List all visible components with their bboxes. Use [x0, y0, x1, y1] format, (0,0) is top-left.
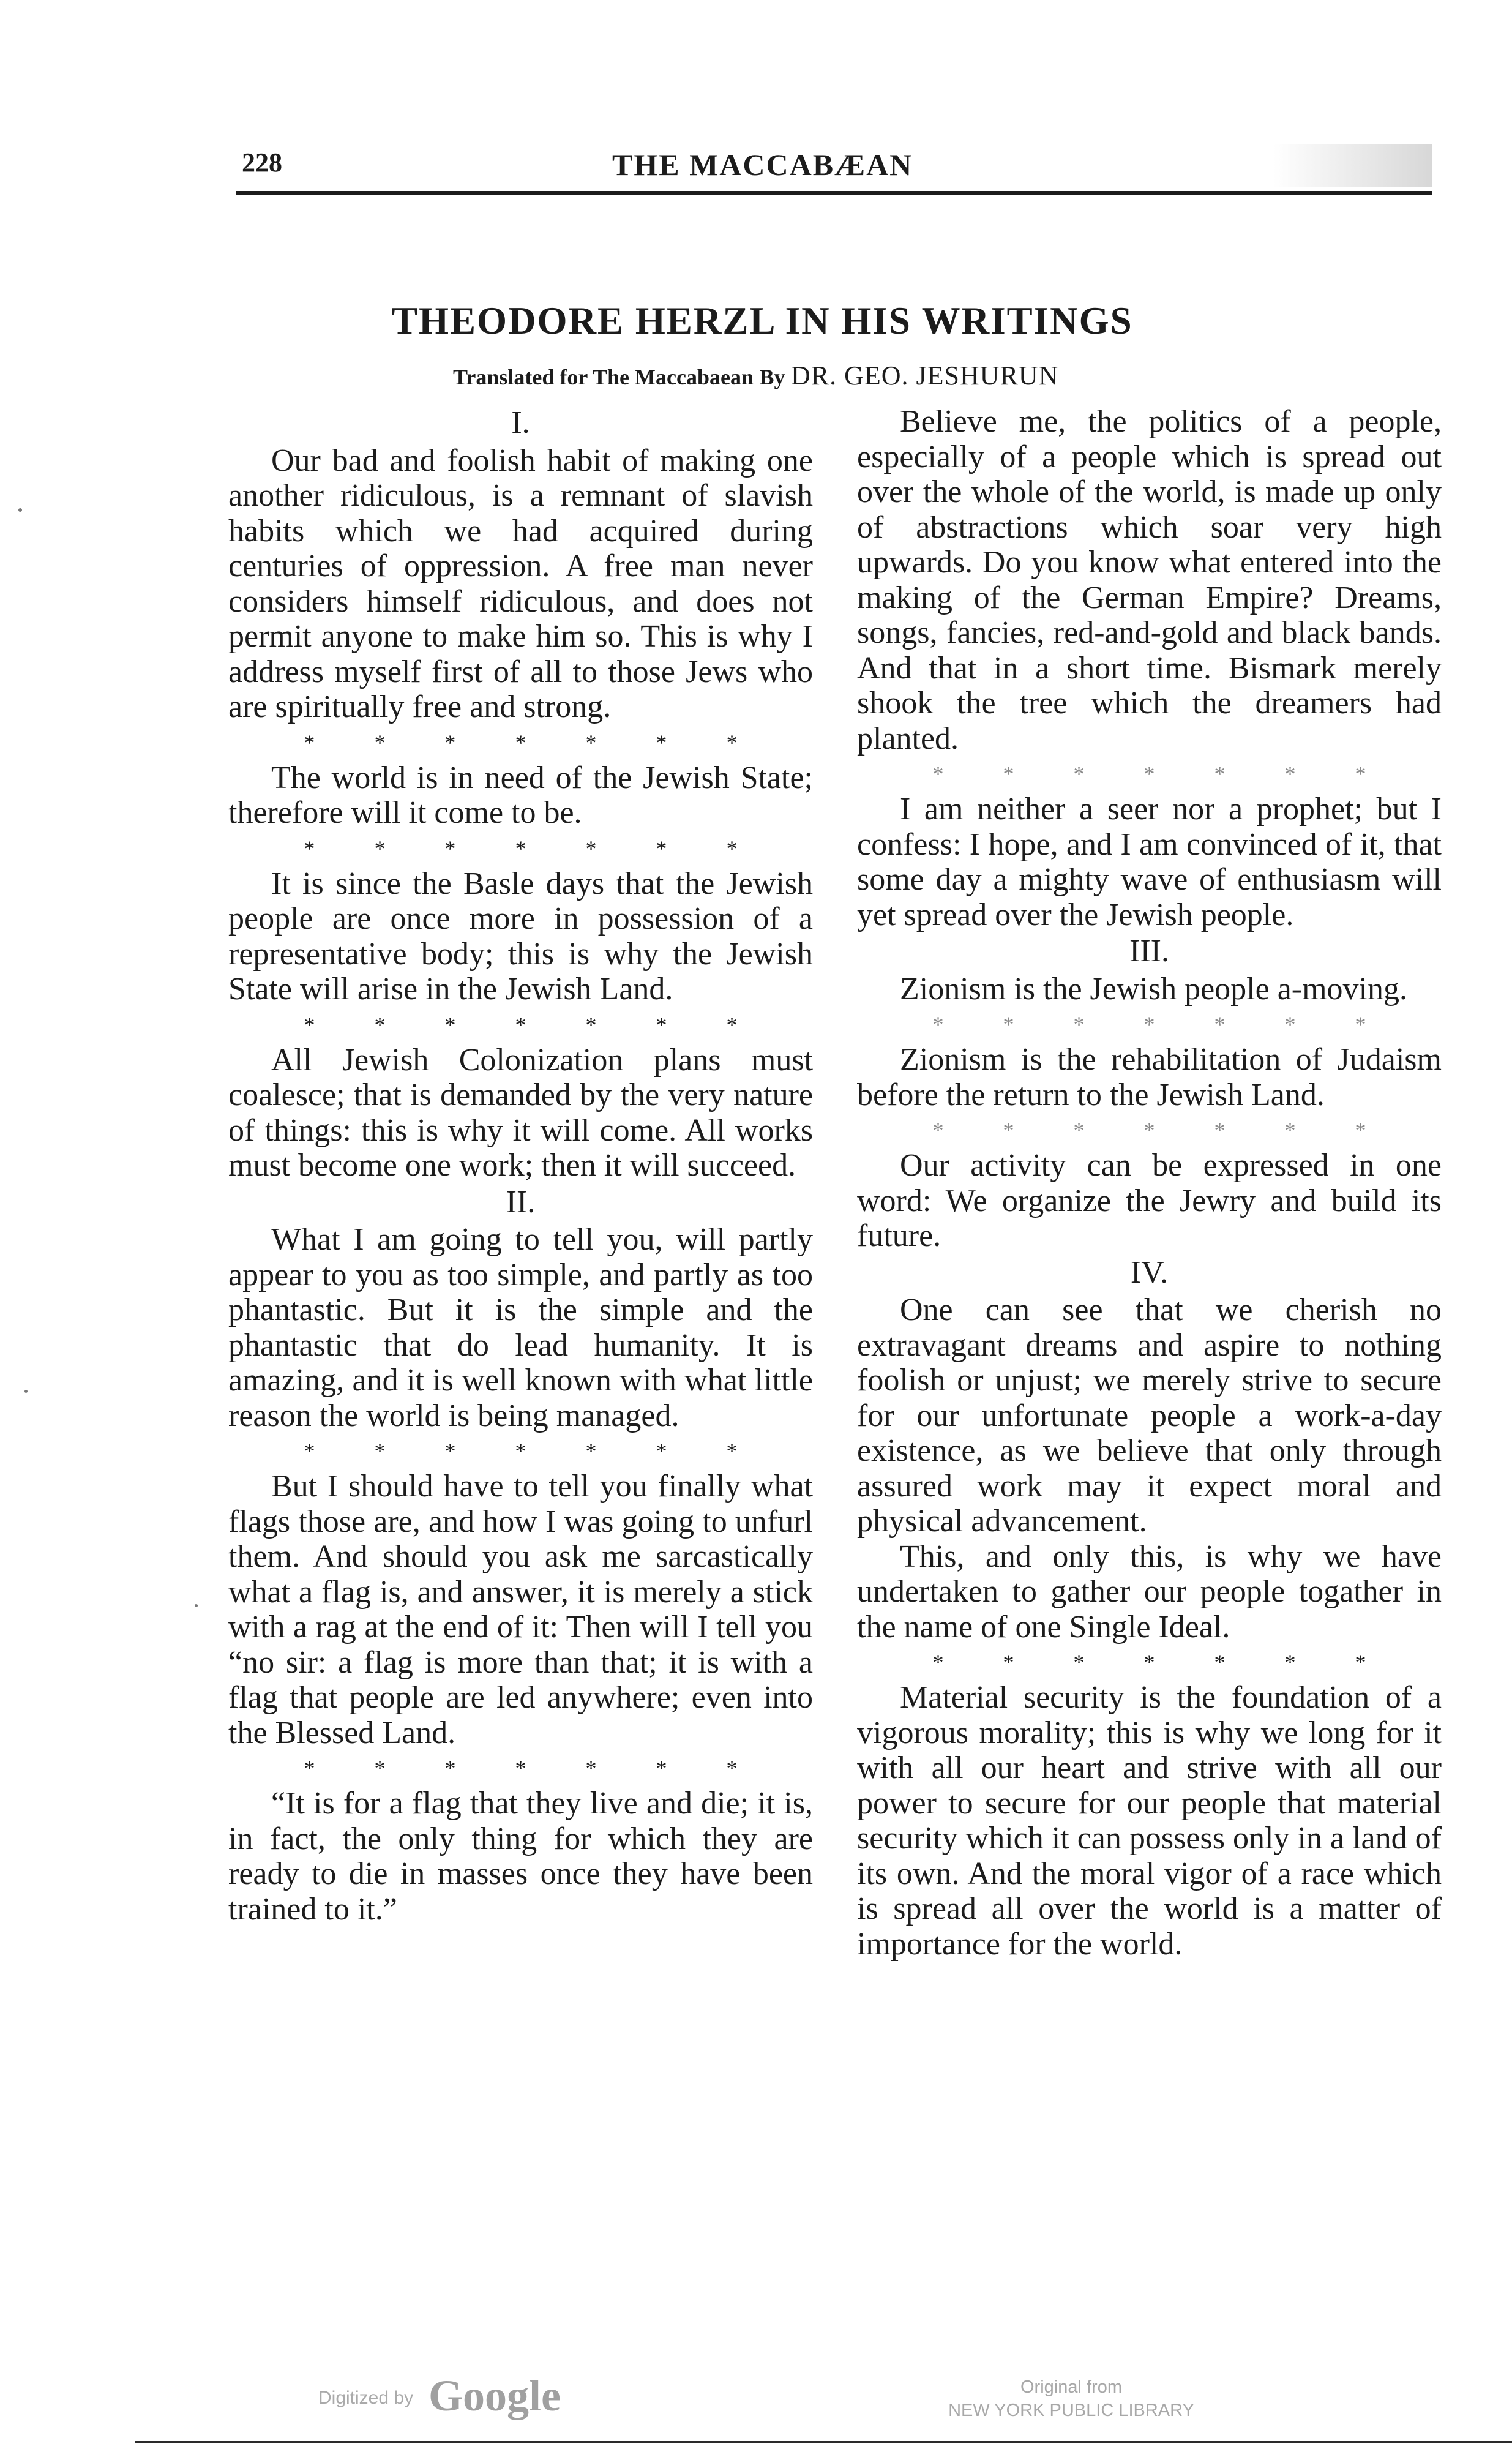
paragraph: The world is in need of the Jewish State; therefore will it come to be. — [228, 760, 813, 830]
paragraph: Zionism is the Jewish people a-moving. — [900, 971, 1408, 1007]
bottom-rule — [135, 2441, 1512, 2443]
paragraph: This, and only this, is why we have undertaken to gather our people togather in the name of one Single Ideal. — [857, 1539, 1442, 1645]
scan-shadow — [1273, 144, 1432, 187]
section-separator: * * * * * * * — [304, 730, 765, 755]
author-name: DR. GEO. JESHURUN — [791, 361, 1059, 391]
paragraph: “It is for a flag that they live and die; it is, in fact, the only thing for which they are ready to die in masses once they have been trained to it.” — [228, 1786, 813, 1927]
header-rule — [236, 191, 1432, 195]
paragraph: Our activity can be expressed in one word: We organize the Jewry and build its future. — [857, 1148, 1442, 1253]
library-name: NEW YORK PUBLIC LIBRARY — [948, 2401, 1194, 2420]
scan-speck — [24, 1390, 28, 1393]
paragraph: But I should have to tell you finally what flags those are, and how I was going to unfurl them. And should you ask me sarcastically what a flag is, and answer, it is merely a stick with a rag at the end of it: Then will I tell you “no sir: a flag is more than that; it is with a flag that people are led anywhere; even into the Blessed Land. — [228, 1469, 813, 1750]
running-head: THE MACCABÆAN — [612, 148, 913, 182]
paragraph: I am neither a seer nor a prophet; but I confess: I hope, and I am convinced of it, that some day a mighty wave of enthusiasm will yet spread over the Jewish people. — [857, 792, 1442, 932]
paragraph: All Jewish Colonization plans must coalesce; that is demanded by the very nature of things: this is why it will come. All works must become one work; then it will succeed. — [228, 1042, 813, 1183]
page-number: 228 — [242, 148, 282, 178]
paragraph: It is since the Basle days that the Jewish people are once more in possession of a representative body; this is why the Jewish State will arise in the Jewish Land. — [228, 866, 813, 1007]
right-column — [857, 404, 1442, 1962]
google-logo: Google — [429, 2371, 561, 2420]
paragraph: One can see that we cherish no extravagant dreams and aspire to nothing foolish or unjust; we merely strive to secure for our unfortunate people a work-a-day existence, as we believe that only through assured work may it expect moral and physical advancement. — [857, 1292, 1442, 1539]
section-separator: * * * * * * * — [304, 836, 765, 861]
paragraph: Believe me, the politics of a people, especially of a people which is spread out over the whole of the world, is made up only of abstractions which soar very high upwards. Do you know what entered into the making of the German Empire? Dreams, songs, fancies, red-and-gold and black bands. And that in a short time. Bismark merely shook the tree which the dreamers had planted. — [857, 404, 1442, 756]
paragraph: Zionism is the rehabilitation of Judaism before the return to the Jewish Land. — [857, 1042, 1442, 1112]
scan-speck — [18, 508, 22, 512]
paragraph: Our bad and foolish habit of making one another ridiculous, is a remnant of slavish habits which we had acquired during centuries of oppression. A free man never considers himself ridiculous, and does not permit anyone to make him so. This is why I address myself first of all to those Jews who are spiritually free and strong. — [228, 443, 813, 724]
original-from-label: Original from — [1020, 2377, 1122, 2397]
section-separator: * * * * * * * — [304, 1012, 765, 1037]
paragraph: What I am going to tell you, will partly appear to you as too simple, and partly as too phantastic. But it is the simple and the phantastic that do lead humanity. It is amazing, and it is well known with what little reason the world is being managed. — [228, 1222, 813, 1433]
library-credit — [918, 2376, 1224, 2422]
section-separator: * * * * * * * — [304, 1439, 765, 1463]
section-separator: * * * * * * * — [304, 1756, 765, 1780]
scan-speck — [195, 1604, 198, 1607]
byline-by: By — [759, 365, 785, 389]
translated-for: Translated for The Maccabaean — [453, 365, 754, 389]
paragraph: Material security is the foundation of a vigorous morality; this is why we long for it with all our heart and strive with all our power to secure for our people that material security which it can possess only in a land of its own. And the moral vigor of a race which is spread all over the world is a matter of importance for the world. — [857, 1680, 1442, 1962]
section-heading-4: IV. — [1130, 1255, 1169, 1290]
article-title: THEODORE HERZL IN HIS WRITINGS — [392, 299, 1133, 342]
section-heading-1: I. — [511, 405, 530, 440]
section-separator: * * * * * * * — [932, 1012, 1393, 1037]
section-separator: * * * * * * * — [932, 1118, 1393, 1142]
byline — [453, 360, 1371, 391]
section-separator: * * * * * * * — [932, 1650, 1393, 1675]
section-heading-3: III. — [1129, 934, 1169, 969]
left-column — [228, 404, 813, 1927]
section-heading-2: II. — [506, 1184, 536, 1220]
digitized-by-label: Digitized by — [318, 2388, 414, 2408]
section-separator: * * * * * * * — [932, 762, 1393, 786]
